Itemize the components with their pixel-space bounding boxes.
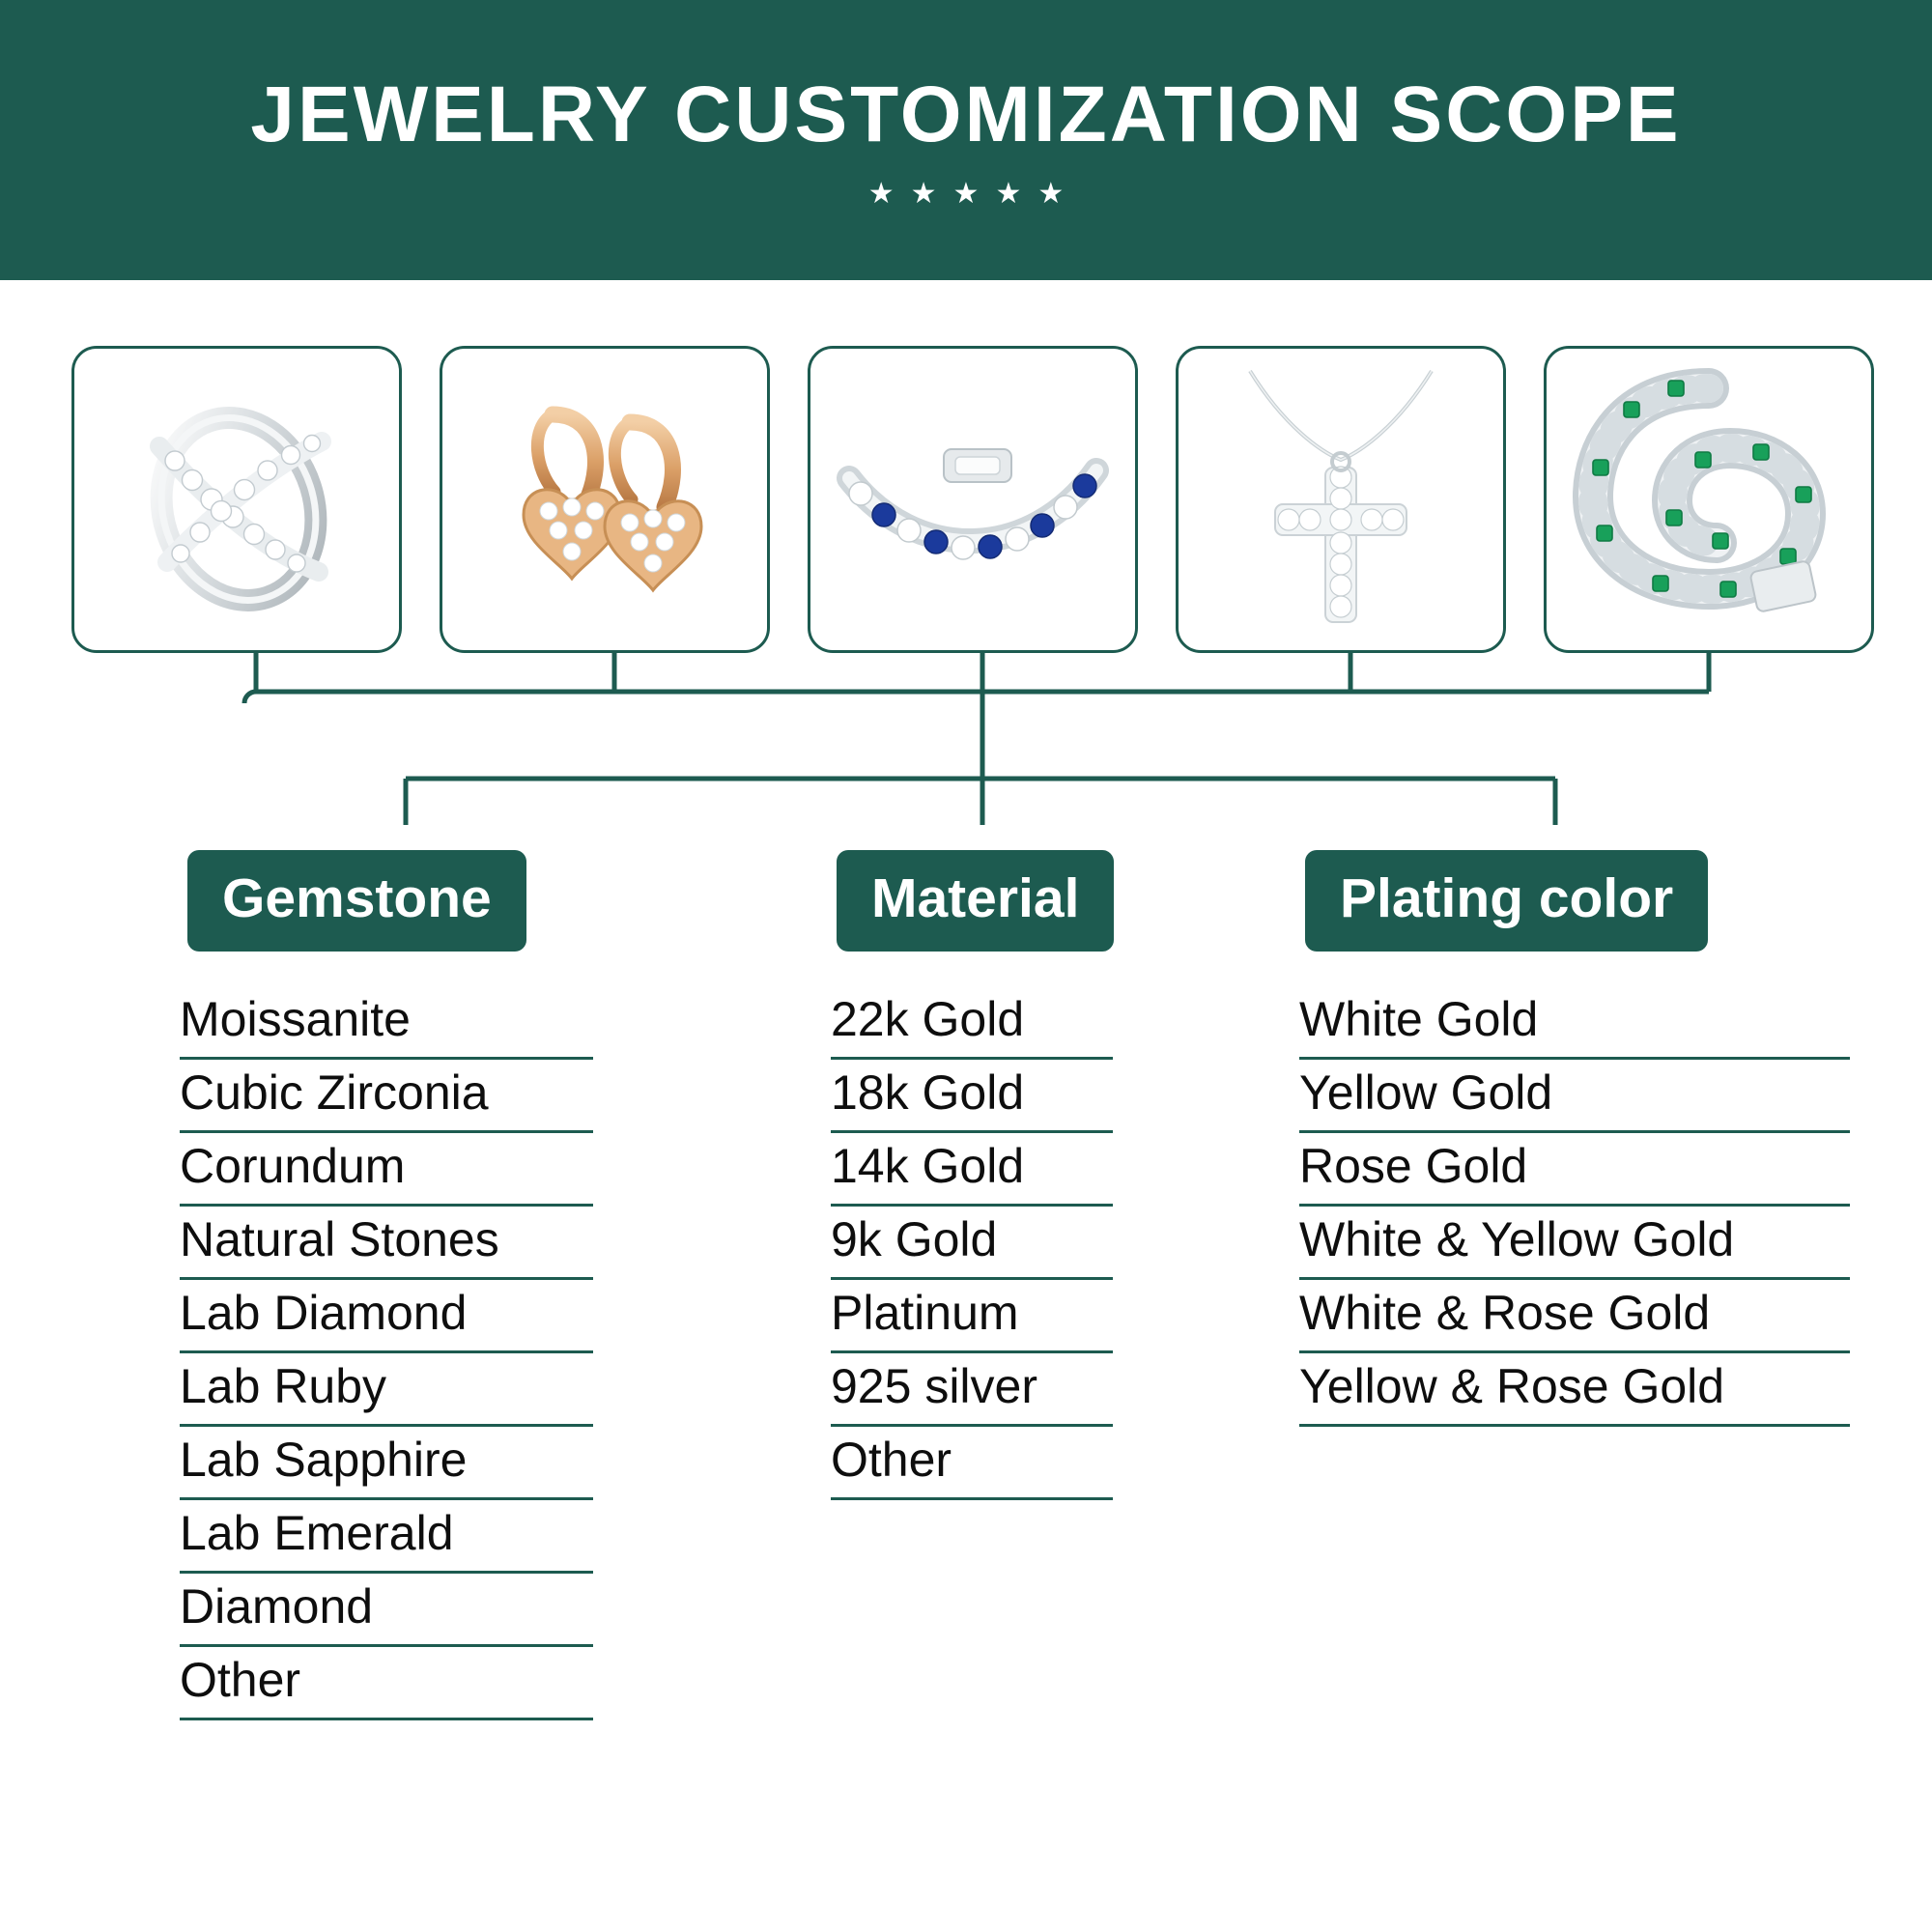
product-card-heart-drop-earrings[interactable]	[440, 346, 770, 653]
column-title-material: Material	[837, 850, 1114, 952]
list-item[interactable]: White & Rose Gold	[1299, 1280, 1850, 1353]
list-item[interactable]: Other	[180, 1647, 593, 1720]
list-item[interactable]: Corundum	[180, 1133, 593, 1207]
list-item[interactable]: Platinum	[831, 1280, 1113, 1353]
crossover-pave-ring-image	[92, 364, 382, 635]
page-title: JEWELRY CUSTOMIZATION SCOPE	[250, 70, 1682, 158]
list-item[interactable]: White Gold	[1299, 986, 1850, 1060]
list-item[interactable]: Lab Ruby	[180, 1353, 593, 1427]
list-item[interactable]: Cubic Zirconia	[180, 1060, 593, 1133]
star-rating-decoration	[868, 180, 1065, 209]
list-item[interactable]: 9k Gold	[831, 1207, 1113, 1280]
list-item[interactable]: Natural Stones	[180, 1207, 593, 1280]
cross-pendant-necklace-image	[1196, 359, 1486, 639]
list-item[interactable]: 14k Gold	[831, 1133, 1113, 1207]
sapphire-tennis-bracelet-image	[828, 364, 1118, 635]
list-item[interactable]: Yellow & Rose Gold	[1299, 1353, 1850, 1427]
column-title-plating-color: Plating color	[1305, 850, 1708, 952]
list-item[interactable]: 18k Gold	[831, 1060, 1113, 1133]
star-icon: ★	[1037, 178, 1065, 211]
emerald-cuban-link-chain-image	[1564, 359, 1854, 639]
column-gemstone	[180, 850, 605, 1720]
column-title-gemstone: Gemstone	[187, 850, 526, 952]
list-item[interactable]: Yellow Gold	[1299, 1060, 1850, 1133]
column-material	[831, 850, 1140, 1500]
option-list-gemstone	[180, 986, 593, 1720]
star-icon: ★	[995, 178, 1022, 211]
list-item[interactable]: Moissanite	[180, 986, 593, 1060]
product-card-emerald-cuban-link-chain[interactable]	[1544, 346, 1874, 653]
list-item[interactable]: Diamond	[180, 1574, 593, 1647]
list-item[interactable]: Lab Sapphire	[180, 1427, 593, 1500]
option-list-material	[831, 986, 1113, 1500]
header-banner	[0, 0, 1932, 280]
connector-lines	[0, 653, 1932, 875]
product-card-cross-pendant-necklace[interactable]	[1176, 346, 1506, 653]
star-icon: ★	[867, 178, 895, 211]
option-list-plating-color	[1299, 986, 1850, 1427]
list-item[interactable]: Lab Diamond	[180, 1280, 593, 1353]
list-item[interactable]: Other	[831, 1427, 1113, 1500]
list-item[interactable]: Rose Gold	[1299, 1133, 1850, 1207]
product-card-crossover-pave-ring[interactable]	[71, 346, 402, 653]
star-icon: ★	[910, 178, 937, 211]
star-icon: ★	[952, 178, 980, 211]
connector-svg	[0, 653, 1932, 875]
heart-drop-earrings-image	[460, 364, 750, 635]
list-item[interactable]: Lab Emerald	[180, 1500, 593, 1574]
list-item[interactable]: 925 silver	[831, 1353, 1113, 1427]
list-item[interactable]: 22k Gold	[831, 986, 1113, 1060]
list-item[interactable]: White & Yellow Gold	[1299, 1207, 1850, 1280]
product-card-row	[0, 346, 1932, 653]
column-plating-color	[1299, 850, 1860, 1427]
product-card-sapphire-tennis-bracelet[interactable]	[808, 346, 1138, 653]
